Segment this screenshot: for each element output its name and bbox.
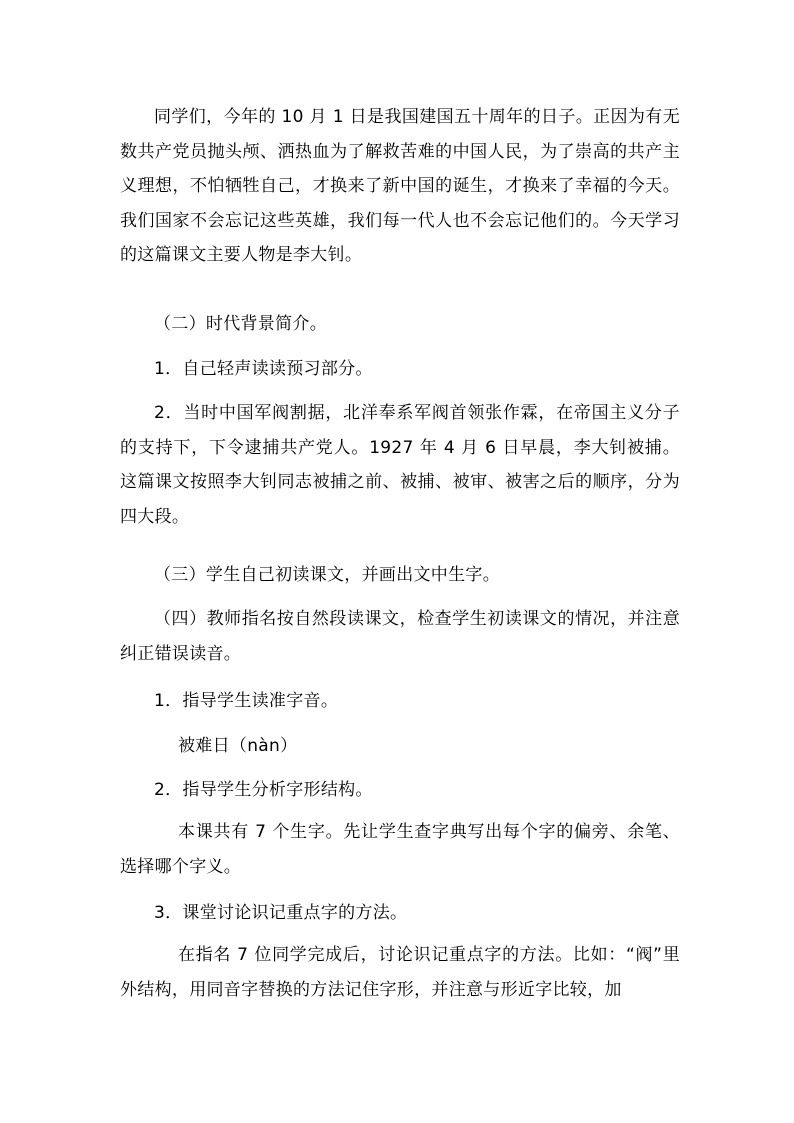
- list-item-2-structure: 2．指导学生分析字形结构。: [154, 780, 373, 800]
- heading-teacher-reading: （四）教师指名按自然段读课文，检查学生初读课文的情况，并注意纠正错误读音。: [120, 609, 680, 664]
- list-item-2-history: 2．当时中国军阀割据，北洋奉系军阀首领张作霖，在帝国主义分子的支持下，下令逮捕共产党人。1927 年 4 月 6 日早晨，李大钊被捕。这篇课文按照李大钊同志被捕之前、被捕、被审、被害之后的顺序，分为四大段。: [120, 403, 680, 527]
- heading-first-reading: （三）学生自己初读课文，并画出文中生字。: [154, 565, 500, 585]
- list-item-1-preview: 1．自己轻声读读预习部分。: [154, 359, 373, 379]
- list-item-1-pronunciation: 1．指导学生读准字音。: [154, 691, 339, 711]
- heading-background: （二）时代背景简介。: [154, 314, 327, 334]
- paragraph-new-characters: 本课共有 7 个生字。先让学生查字典写出每个字的偏旁、余笔、选择哪个字义。: [120, 822, 680, 877]
- paragraph-discussion: 在指名 7 位同学完成后，讨论识记重点字的方法。比如：“阀”里外结构，用同音字替换的方法记住字形，并注意与形近字比较，加: [120, 945, 680, 1000]
- list-item-3-discussion: 3．课堂讨论识记重点字的方法。: [154, 903, 408, 923]
- paragraph-intro: 同学们，今年的 10 月 1 日是我国建国五十周年的日子。正因为有无数共产党员抛头颅、洒热血为了解救苦难的中国人民，为了崇高的共产主义理想，不怕牺牲自己，才换来了新中国的诞生，才换来了幸福的今天。我们国家不会忘记这些英雄，我们每一代人也不会忘记他们的。今天学习的这篇课文主要人物是李大钊。: [120, 107, 680, 265]
- pronunciation-example: 被难日（nàn）: [178, 736, 298, 756]
